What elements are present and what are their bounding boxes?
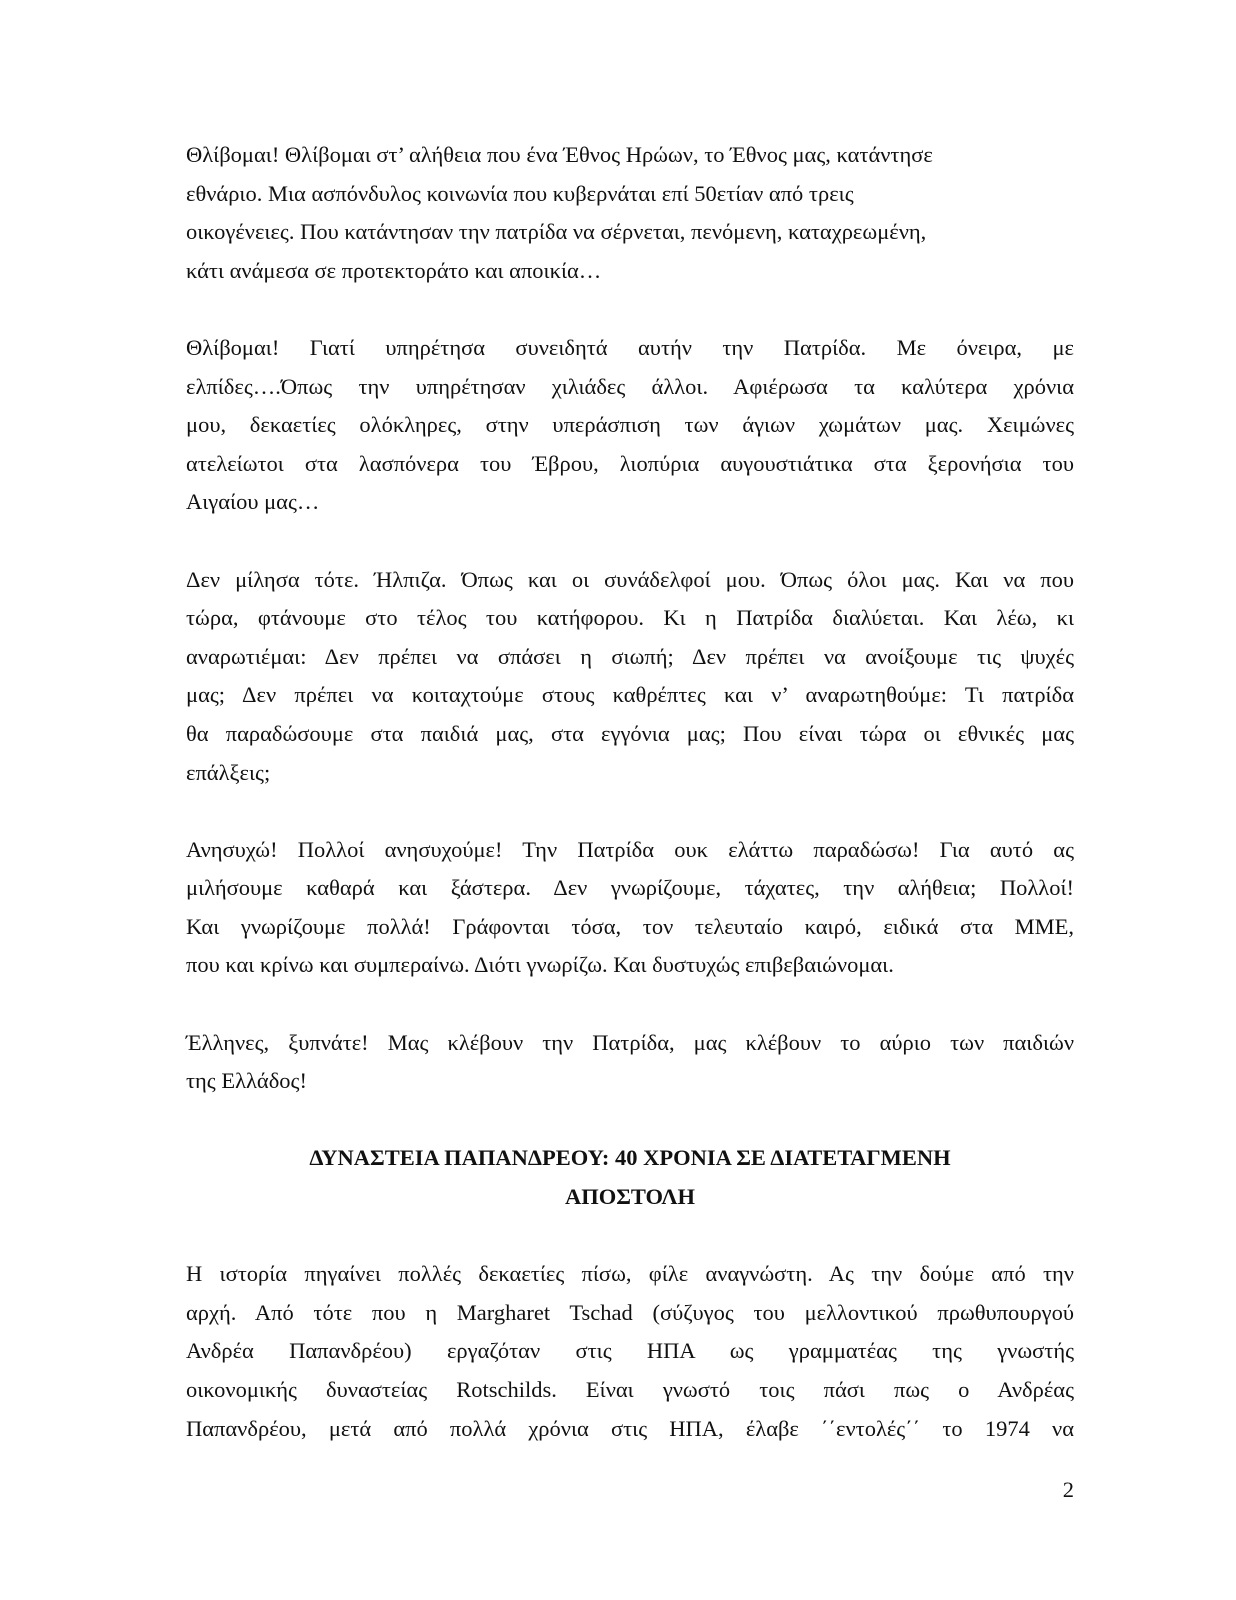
text-line: επάλξεις; xyxy=(186,759,271,785)
text-line: ατελείωτοι στα λασπόνερα του Έβρου, λιοπύρια αυγουστιάτικα στα ξερονήσια του xyxy=(186,450,1074,476)
text-line: αρχή. Από τότε που η Margharet Tschad (σύζυγος του μελλοντικού πρωθυπουργού xyxy=(186,1299,1074,1325)
text-line: Ανδρέα Παπανδρέου) εργαζόταν στις ΗΠΑ ως γραμματέας της γνωστής xyxy=(186,1338,1074,1364)
text-line: μας; Δεν πρέπει να κοιταχτούμε στους καθρέπτες και ν’ αναρωτηθούμε: Τι πατρίδα xyxy=(186,682,1074,708)
text-line: Η ιστορία πηγαίνει πολλές δεκαετίες πίσω, φίλε αναγνώστη. Ας την δούμε από την xyxy=(186,1261,1074,1287)
section-heading xyxy=(186,1139,1074,1216)
text-line: τώρα, φτάνουμε στο τέλος του κατήφορου. Κι η Πατρίδα διαλύεται. Και λέω, κι xyxy=(186,605,1074,631)
text-line: της Ελλάδος! xyxy=(186,1068,307,1094)
text-line: Θλίβομαι! Θλίβομαι στ’ αλήθεια που ένα Έθνος Ηρώων, το Έθνος μας, κατάντησε xyxy=(186,142,933,167)
heading-line-1: ΔΥΝΑΣΤΕΙΑ ΠΑΠΑΝΔΡΕΟΥ: 40 ΧΡΟΝΙΑ ΣΕ ΔΙΑΤΕΤΑΓΜΕΝΗ xyxy=(309,1145,951,1171)
paragraph-4 xyxy=(186,831,1074,985)
text-line: Θλίβομαι! Γιατί υπηρέτησα συνειδητά αυτήν την Πατρίδα. Με όνειρα, με xyxy=(186,334,1074,360)
text-line: μου, δεκαετίες ολόκληρες, στην υπεράσπιση των άγιων χωμάτων μας. Χειμώνες xyxy=(186,412,1074,438)
page-number: 2 xyxy=(1062,1477,1074,1502)
text-line: θα παραδώσουμε στα παιδιά μας, στα εγγόνια μας; Που είναι τώρα οι εθνικές μας xyxy=(186,720,1074,746)
heading-line-2: ΑΠΟΣΤΟΛΗ xyxy=(564,1184,696,1210)
text-line: Και γνωρίζουμε πολλά! Γράφονται τόσα, τον τελευταίο καιρό, ειδικά στα ΜΜΕ, xyxy=(186,913,1074,939)
paragraph-1 xyxy=(186,136,1074,290)
document-body xyxy=(186,136,1074,1487)
text-line: εθνάριο. Μια ασπόνδυλος κοινωνία που κυβερνάται επί 50ετίαν από τρεις xyxy=(186,180,854,206)
text-line: μιλήσουμε καθαρά και ξάστερα. Δεν γνωρίζουμε, τάχατες, την αλήθεια; Πολλοί! xyxy=(186,875,1074,901)
text-line: οικονομικής δυναστείας Rotschilds. Είναι γνωστό τοις πάσι πως ο Ανδρέας xyxy=(186,1377,1074,1402)
text-line: κάτι ανάμεσα σε προτεκτοράτο και αποικία… xyxy=(186,257,602,283)
paragraph-3 xyxy=(186,561,1074,793)
text-line: Έλληνες, ξυπνάτε! Μας κλέβουν την Πατρίδα, μας κλέβουν το αύριο των παιδιών xyxy=(186,1029,1074,1055)
text-line: που και κρίνω και συμπεραίνω. Διότι γνωρίζω. Και δυστυχώς επιβεβαιώνομαι. xyxy=(186,952,894,978)
paragraph-2 xyxy=(186,329,1074,522)
text-line: Ανησυχώ! Πολλοί ανησυχούμε! Την Πατρίδα ουκ ελάττω παραδώσω! Για αυτό ας xyxy=(186,836,1074,862)
text-line: αναρωτιέμαι: Δεν πρέπει να σπάσει η σιωπή; Δεν πρέπει να ανοίξουμε τις ψυχές xyxy=(186,643,1074,669)
paragraph-5 xyxy=(186,1024,1074,1101)
text-line: οικογένειες. Που κατάντησαν την πατρίδα να σέρνεται, πενόμενη, καταχρεωμένη, xyxy=(186,219,927,245)
text-line: Δεν μίλησα τότε. Ήλπιζα. Όπως και οι συνάδελφοί μου. Όπως όλοι μας. Και να που xyxy=(186,566,1074,592)
text-line: Αιγαίου μας… xyxy=(186,489,320,515)
text-line: Παπανδρέου, μετά από πολλά χρόνια στις ΗΠΑ, έλαβε ΄΄εντολές΄΄ το 1974 να xyxy=(186,1415,1074,1441)
text-line: ελπίδες….Όπως την υπηρέτησαν χιλιάδες άλλοι. Αφιέρωσα τα καλύτερα χρόνια xyxy=(186,373,1074,399)
paragraph-6 xyxy=(186,1255,1074,1448)
